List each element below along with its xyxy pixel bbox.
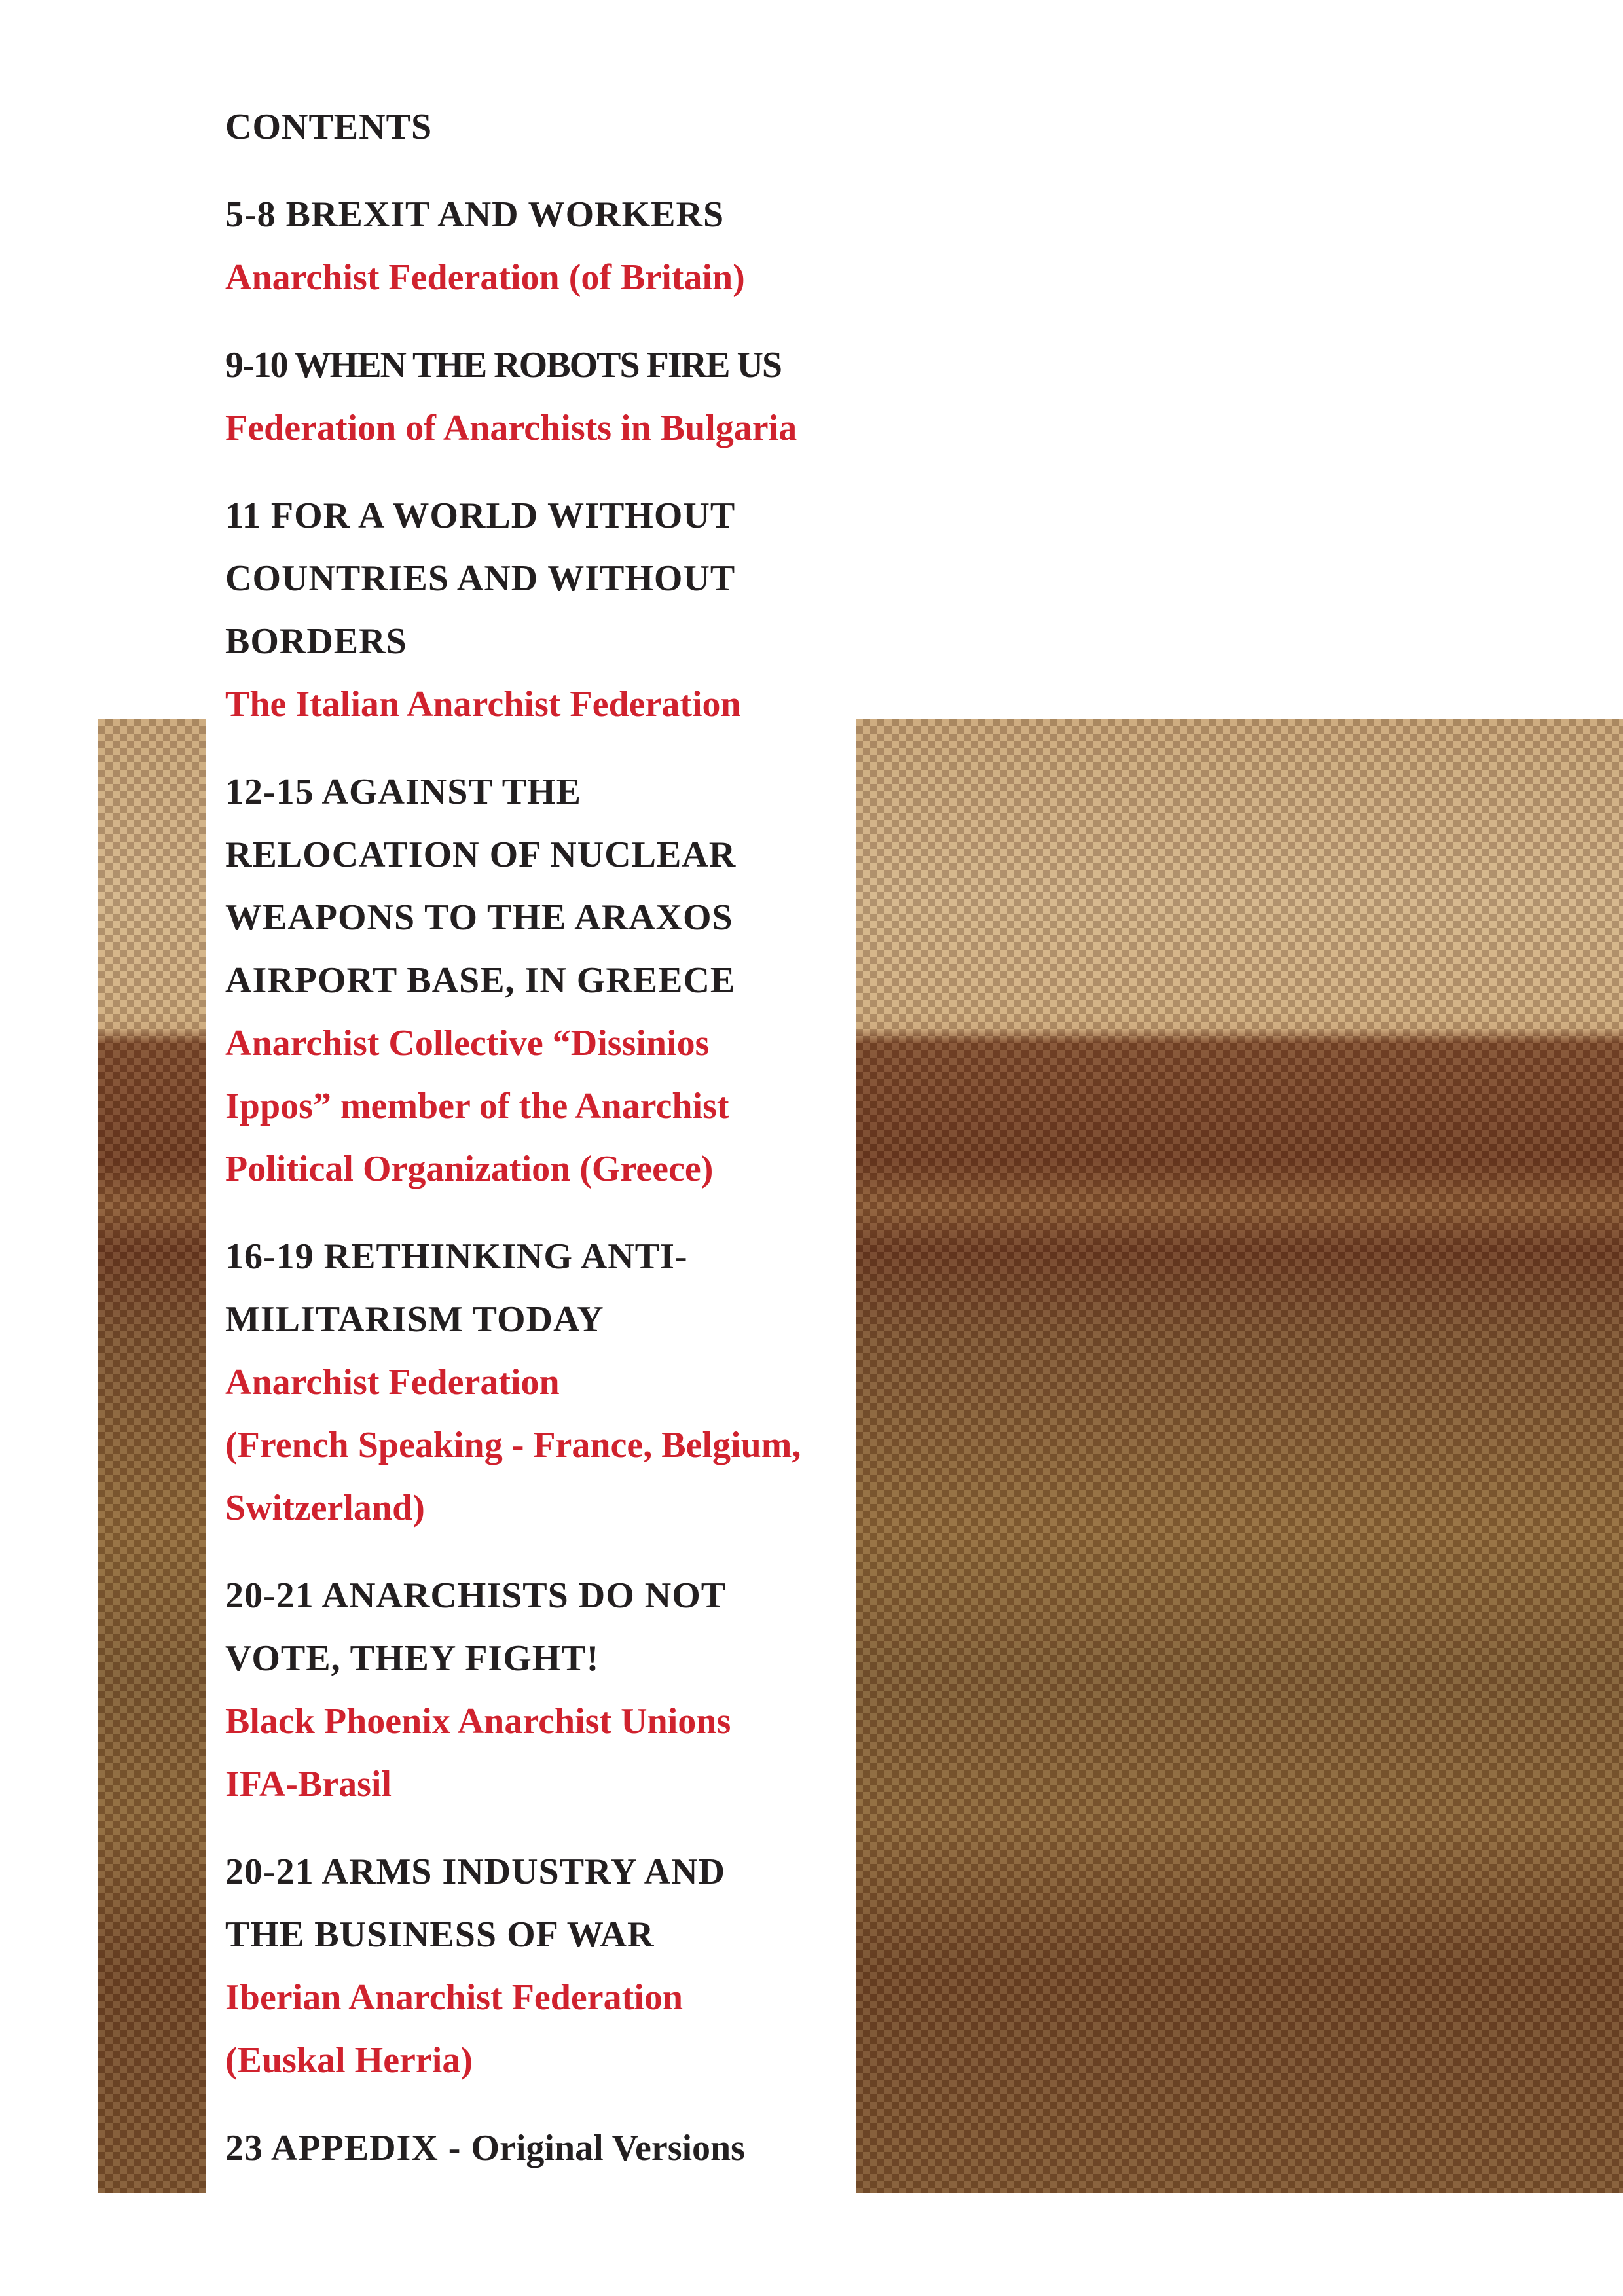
entry-title-line: AIRPORT BASE, IN GREECE	[225, 960, 736, 1001]
entry-title-line: COUNTRIES AND WITHOUT	[225, 558, 736, 599]
table-of-contents	[225, 96, 880, 2179]
toc-entry[interactable]	[225, 1225, 880, 1539]
entry-title-line: VOTE, THEY FIGHT!	[225, 1638, 600, 1679]
entry-organization-line: IFA-Brasil	[225, 1764, 392, 1804]
contents-heading: CONTENTS	[225, 107, 433, 147]
entry-organization-line: Anarchist Federation	[225, 1362, 560, 1403]
appendix-line	[225, 2117, 880, 2179]
entry-title-line: WEAPONS TO THE ARAXOS	[225, 897, 733, 938]
entry-title-line: 5-8 BREXIT AND WORKERS	[225, 194, 725, 235]
toc-entry[interactable]	[225, 761, 880, 1200]
entry-organization-line: (French Speaking - France, Belgium,	[225, 1425, 801, 1465]
entry-organization-line: Anarchist Collective “Dissinios	[225, 1023, 710, 1064]
appendix-subtitle: Original Versions	[471, 2128, 745, 2168]
entry-organization-line: The Italian Anarchist Federation	[225, 684, 741, 725]
entry-title-line: 11 FOR A WORLD WITHOUT	[225, 495, 736, 536]
entry-title-line: 20-21 ARMS INDUSTRY AND	[225, 1852, 726, 1892]
entry-organization-line: Federation of Anarchists in Bulgaria	[225, 408, 797, 448]
entry-title-line: 20-21 ANARCHISTS DO NOT	[225, 1575, 727, 1616]
entry-organization-line: Black Phoenix Anarchist Unions	[225, 1701, 731, 1742]
entry-title-line: BORDERS	[225, 621, 407, 662]
entry-organization-line: Political Organization (Greece)	[225, 1149, 714, 1189]
toc-entry[interactable]	[225, 183, 880, 309]
background-photo-left-strip	[98, 719, 206, 2193]
entry-title-line: 16-19 RETHINKING ANTI-	[225, 1236, 688, 1277]
entry-title-line: 9-10 WHEN THE ROBOTS FIRE US	[225, 345, 782, 386]
toc-entry[interactable]	[225, 334, 880, 459]
entry-organization-line: Switzerland)	[225, 1488, 425, 1528]
entry-title-line: RELOCATION OF NUCLEAR	[225, 834, 737, 875]
appendix-title: 23 APPEDIX -	[225, 2128, 471, 2168]
background-photo-landscape	[856, 719, 1623, 2193]
toc-entry[interactable]	[225, 484, 880, 736]
toc-entry[interactable]	[225, 1564, 880, 1816]
toc-entry[interactable]	[225, 1840, 880, 2092]
toc-entry-appendix[interactable]	[225, 2117, 880, 2179]
entry-title-line: THE BUSINESS OF WAR	[225, 1914, 655, 1955]
entry-title-line: MILITARISM TODAY	[225, 1299, 604, 1340]
entry-organization-line: (Euskal Herria)	[225, 2040, 473, 2081]
entry-title-line: 12-15 AGAINST THE	[225, 772, 581, 812]
entry-organization-line: Ippos” member of the Anarchist	[225, 1086, 729, 1126]
entry-organization-line: Iberian Anarchist Federation	[225, 1977, 683, 2018]
entry-organization-line: Anarchist Federation (of Britain)	[225, 257, 745, 298]
